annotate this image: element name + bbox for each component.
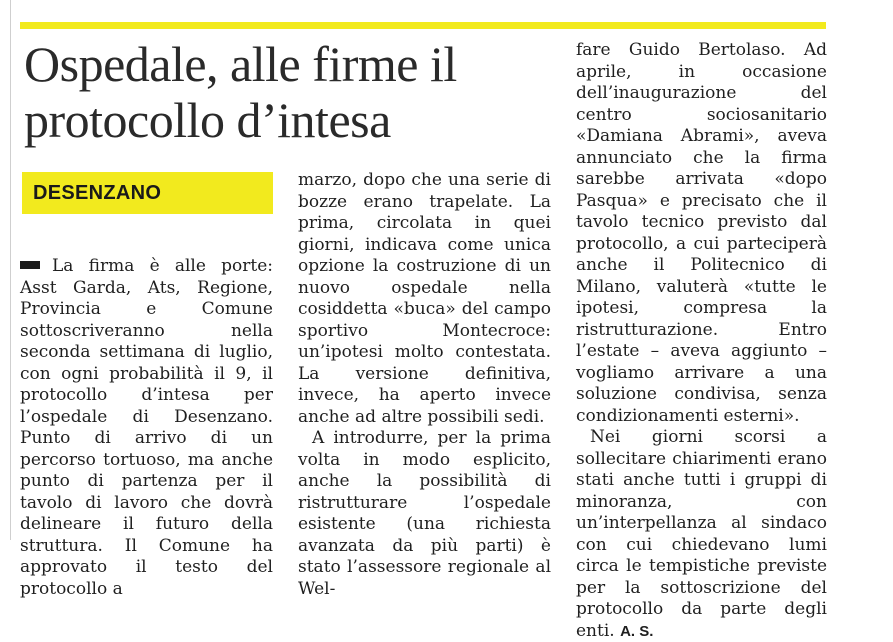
article-column-1	[20, 256, 273, 600]
section-kicker: DESENZANO	[22, 172, 273, 214]
paragraph	[576, 427, 827, 642]
top-accent-bar	[20, 22, 826, 29]
paragraph-text: Nei giorni scorsi a sollecitare chiarimenti erano stati anche tutti i gruppi di minoranza, con un’interpellanza al sindaco con cui chiedevano lumi circa le tempistiche previste per la sottoscrizione del protocollo da parte degli enti.	[576, 427, 827, 641]
author-signature: A. S.	[620, 622, 654, 640]
lead-text: La firma è alle porte: Asst Garda, Ats, Regione, Provincia e Comune sottoscriveranno nella seconda settimana di luglio, con ogni probabilità il 9, il protocollo d’intesa per l’ospedale di Desenzano. Punto di arrivo di un percorso tortuoso, ma anche punto di partenza per il tavolo di lavoro che dovrà delineare il futuro della struttura. Il Comune ha approvato il testo del protocollo a	[20, 256, 273, 599]
bullet-square-icon	[20, 261, 40, 269]
article-headline: Ospedale, alle firme il protocollo d’intesa	[24, 36, 457, 148]
page-fold-line	[10, 0, 11, 540]
paragraph: fare Guido Bertolaso. Ad aprile, in occasione dell’inaugurazione del centro sociosanitario «Damiana Abrami», aveva annunciato che la firma sarebbe arrivata «dopo Pasqua» e precisato che il tavolo tecnico previsto dal protocollo, a cui parteciperà anche il Politecnico di Milano, valuterà «tutte le ipotesi, compresa la ristrutturazione. Entro l’estate – aveva aggiunto – vogliamo arrivare a una soluzione condivisa, senza condizionamenti esterni».	[576, 40, 827, 426]
article-column-2	[298, 170, 551, 600]
article-column-3	[576, 40, 827, 642]
paragraph: A introdurre, per la prima volta in modo esplicito, anche la possibilità di ristrutturare l’ospedale esistente (una richiesta avanzata da più parti) è stato l’assessore regionale al Wel-	[298, 428, 551, 599]
lead-paragraph	[20, 256, 273, 600]
paragraph: marzo, dopo che una serie di bozze erano trapelate. La prima, circolata in quei giorni, indicava come unica opzione la costruzione di un nuovo ospedale nella cosiddetta «buca» del campo sportivo Montecroce: un’ipotesi molto contestata. La versione definitiva, invece, ha aperto invece anche ad altre possibili sedi.	[298, 170, 551, 427]
